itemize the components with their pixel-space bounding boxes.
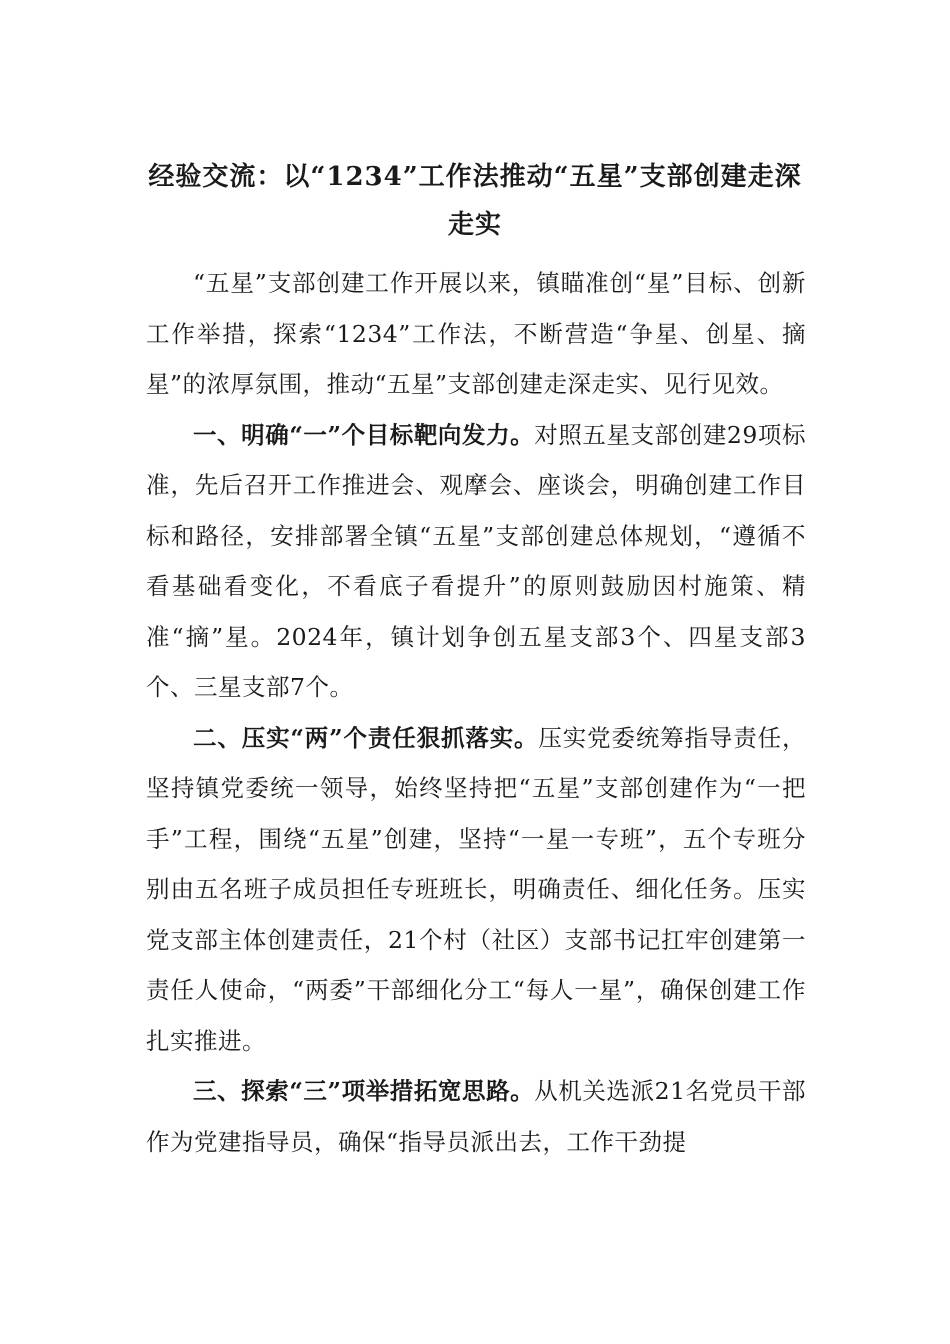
paragraph-heading: 三、探索“三”项举措拓宽思路。 <box>193 1077 535 1105</box>
paragraph-heading: 二、压实“两”个责任狠抓落实。 <box>193 723 539 752</box>
paragraph-text: 对照五星支部创建29项标准，先后召开工作推进会、观摩会、座谈会，明确创建工作目标和路径，安排部署全镇“五星”支部创建总体规划，“遵循不看基础看变化，不看底子看提升”的原则鼓励因村施策、精准“摘”星。2024年，镇计划争创五星支部3个、四星支部3个、三星支部7个。 <box>146 420 806 701</box>
paragraph-section-1 <box>146 410 806 713</box>
paragraph-text: “五星”支部创建工作开展以来，镇瞄准创“星”目标、创新工作举措，探索“1234”工作法，不断营造“争星、创星、摘星”的浓厚氛围，推动“五星”支部创建走深走实、见行见效。 <box>146 269 806 398</box>
paragraph-intro <box>146 258 806 410</box>
paragraph-section-2 <box>146 713 806 1067</box>
paragraph-heading: 一、明确“一”个目标靶向发力。 <box>193 420 535 449</box>
document-body <box>146 258 806 1167</box>
paragraph-text: 从机关选派21名党员干部作为党建指导员，确保“指导员派出去，工作干劲提 <box>146 1077 806 1156</box>
paragraph-section-3 <box>146 1066 806 1167</box>
paragraph-text: 压实党委统筹指导责任，坚持镇党委统一领导，始终坚持把“五星”支部创建作为“一把手”工程，围绕“五星”创建，坚持“一星一专班”，五个专班分别由五名班子成员担任专班班长，明确责任、细化任务。压实党支部主体创建责任，21个村（社区）支部书记扛牢创建第一责任人使命，“两委”干部细化分工“每人一星”，确保创建工作扎实推进。 <box>146 723 806 1055</box>
document-title-line-1: 经验交流：以“1234”工作法推动“五星”支部创建走深 <box>148 162 802 192</box>
document-title-line-2: 走实 <box>447 210 502 240</box>
